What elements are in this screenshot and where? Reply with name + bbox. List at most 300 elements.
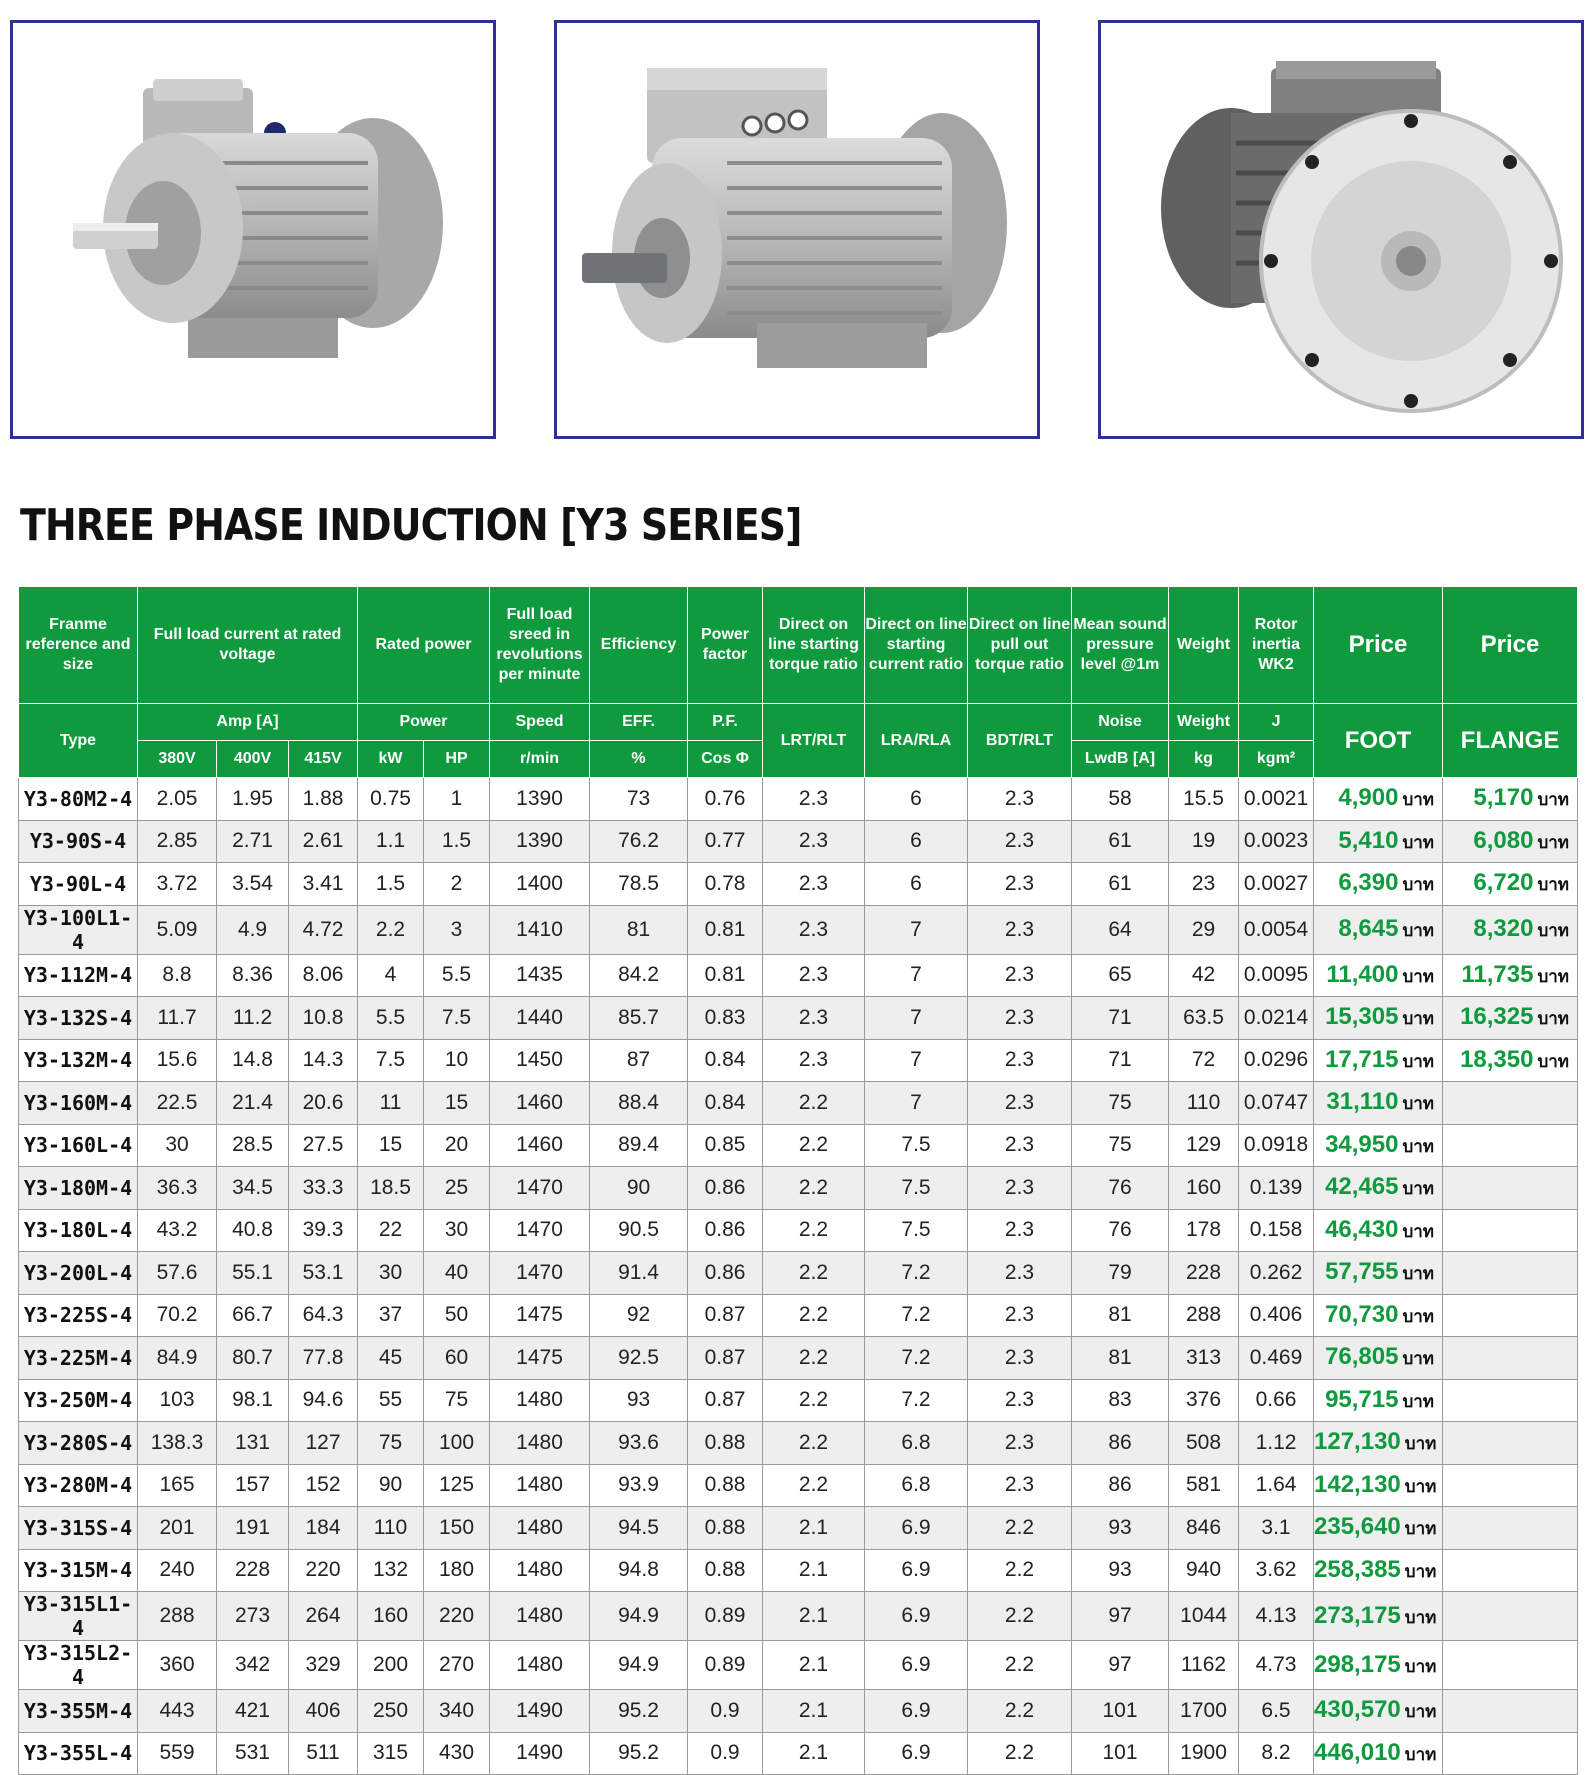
cell-type: Y3-355M-4	[19, 1690, 138, 1733]
price-unit: บาท	[1402, 832, 1435, 852]
table-row	[19, 1082, 1578, 1125]
cell-power-kw: 75	[358, 1422, 424, 1465]
cell-lra: 7.5	[865, 1124, 968, 1167]
cell-price-flange	[1443, 1592, 1578, 1641]
cell-bdt: 2.3	[968, 997, 1072, 1040]
cell-lrt: 2.3	[763, 905, 865, 954]
price-unit: บาท	[1404, 1561, 1437, 1581]
cell-inertia: 0.0054	[1239, 905, 1314, 954]
cell-amp-415v: 33.3	[289, 1167, 358, 1210]
cell-lrt: 2.1	[763, 1549, 865, 1592]
cell-price-flange	[1443, 1252, 1578, 1295]
cell-type: Y3-225S-4	[19, 1294, 138, 1337]
price-value: 6,390	[1338, 869, 1399, 897]
price-value: 16,325	[1460, 1003, 1534, 1031]
cell-amp-400v: 14.8	[217, 1039, 289, 1082]
cell-lra: 7	[865, 1082, 968, 1125]
price-value: 76,805	[1325, 1343, 1399, 1371]
cell-inertia: 0.0296	[1239, 1039, 1314, 1082]
cell-amp-400v: 21.4	[217, 1082, 289, 1125]
header-pf: P.F.	[688, 704, 763, 741]
header-speed: Full load sreed in revolutions per minute	[490, 587, 590, 704]
cell-price-flange	[1443, 905, 1578, 954]
cell-power-kw: 45	[358, 1337, 424, 1380]
cell-power-factor: 0.77	[688, 820, 763, 863]
cell-power-factor: 0.81	[688, 905, 763, 954]
cell-price-flange	[1443, 1422, 1578, 1465]
header-row-1	[19, 587, 1578, 704]
cell-efficiency: 73	[590, 778, 688, 821]
cell-amp-415v: 406	[289, 1690, 358, 1733]
cell-power-factor: 0.76	[688, 778, 763, 821]
cell-amp-380v: 2.05	[138, 778, 217, 821]
cell-amp-380v: 201	[138, 1507, 217, 1550]
cell-amp-400v: 421	[217, 1690, 289, 1733]
cell-power-kw: 1.1	[358, 820, 424, 863]
header-bdt: Direct on line pull out torque ratio	[968, 587, 1072, 704]
cell-power-hp: 15	[424, 1082, 490, 1125]
header-eff: EFF.	[590, 704, 688, 741]
header-weight: Weight	[1169, 587, 1239, 704]
cell-price-foot	[1314, 1082, 1443, 1125]
cell-amp-415v: 4.72	[289, 905, 358, 954]
price-value: 235,640	[1314, 1513, 1401, 1541]
cell-power-factor: 0.87	[688, 1294, 763, 1337]
cell-lra: 6	[865, 778, 968, 821]
cell-amp-380v: 559	[138, 1732, 217, 1775]
cell-price-flange	[1443, 1549, 1578, 1592]
cell-price-flange	[1443, 954, 1578, 997]
cell-lra: 6.9	[865, 1507, 968, 1550]
cell-speed: 1460	[490, 1124, 590, 1167]
header-frame-ref: Franme reference and size	[19, 587, 138, 704]
cell-price-flange	[1443, 1167, 1578, 1210]
price-unit: บาท	[1537, 1009, 1570, 1029]
table-row	[19, 954, 1578, 997]
cell-amp-415v: 329	[289, 1641, 358, 1690]
cell-amp-400v: 157	[217, 1464, 289, 1507]
cell-price-foot	[1314, 1039, 1443, 1082]
cell-power-kw: 30	[358, 1252, 424, 1295]
cell-amp-400v: 3.54	[217, 863, 289, 906]
header-rmin: r/min	[490, 741, 590, 778]
cell-noise: 75	[1072, 1124, 1169, 1167]
cell-power-hp: 10	[424, 1039, 490, 1082]
cell-weight: 19	[1169, 820, 1239, 863]
cell-amp-380v: 15.6	[138, 1039, 217, 1082]
cell-amp-415v: 264	[289, 1592, 358, 1641]
cell-power-hp: 60	[424, 1337, 490, 1380]
cell-inertia: 0.139	[1239, 1167, 1314, 1210]
cell-power-kw: 0.75	[358, 778, 424, 821]
cell-type: Y3-315S-4	[19, 1507, 138, 1550]
cell-amp-400v: 80.7	[217, 1337, 289, 1380]
price-unit: บาท	[1537, 875, 1570, 895]
cell-price-flange	[1443, 1209, 1578, 1252]
cell-amp-400v: 531	[217, 1732, 289, 1775]
cell-amp-380v: 57.6	[138, 1252, 217, 1295]
table-row	[19, 820, 1578, 863]
header-inertia: Rotor inertia WK2	[1239, 587, 1314, 704]
cell-amp-415v: 94.6	[289, 1379, 358, 1422]
cell-type: Y3-180L-4	[19, 1209, 138, 1252]
cell-power-kw: 11	[358, 1082, 424, 1125]
cell-lra: 7	[865, 905, 968, 954]
cell-inertia: 0.469	[1239, 1337, 1314, 1380]
cell-amp-415v: 2.61	[289, 820, 358, 863]
motor-photo-large	[554, 20, 1040, 439]
cell-amp-380v: 240	[138, 1549, 217, 1592]
header-lrt-sub: LRT/RLT	[763, 704, 865, 778]
cell-price-foot	[1314, 1549, 1443, 1592]
cell-power-factor: 0.88	[688, 1507, 763, 1550]
cell-lrt: 2.3	[763, 997, 865, 1040]
cell-bdt: 2.3	[968, 820, 1072, 863]
cell-price-flange	[1443, 820, 1578, 863]
cell-noise: 64	[1072, 905, 1169, 954]
cell-price-foot	[1314, 1592, 1443, 1641]
price-unit: บาท	[1404, 1519, 1437, 1539]
cell-price-foot	[1314, 1294, 1443, 1337]
cell-price-foot	[1314, 1464, 1443, 1507]
cell-lra: 7	[865, 997, 968, 1040]
cell-price-foot	[1314, 1252, 1443, 1295]
cell-weight: 846	[1169, 1507, 1239, 1550]
cell-inertia: 1.64	[1239, 1464, 1314, 1507]
price-value: 31,110	[1326, 1088, 1399, 1116]
cell-weight: 228	[1169, 1252, 1239, 1295]
cell-weight: 63.5	[1169, 997, 1239, 1040]
cell-price-foot	[1314, 1337, 1443, 1380]
cell-efficiency: 89.4	[590, 1124, 688, 1167]
cell-speed: 1390	[490, 820, 590, 863]
cell-lrt: 2.2	[763, 1379, 865, 1422]
cell-efficiency: 94.9	[590, 1592, 688, 1641]
cell-power-factor: 0.86	[688, 1209, 763, 1252]
cell-amp-380v: 11.7	[138, 997, 217, 1040]
cell-lra: 7	[865, 954, 968, 997]
cell-power-factor: 0.83	[688, 997, 763, 1040]
cell-speed: 1480	[490, 1507, 590, 1550]
cell-power-hp: 3	[424, 905, 490, 954]
table-row	[19, 1167, 1578, 1210]
cell-power-factor: 0.88	[688, 1464, 763, 1507]
price-value: 42,465	[1325, 1173, 1399, 1201]
cell-speed: 1490	[490, 1732, 590, 1775]
price-value: 11,400	[1326, 960, 1399, 988]
specification-table	[18, 586, 1578, 1775]
cell-lra: 7	[865, 1039, 968, 1082]
cell-price-flange	[1443, 1732, 1578, 1775]
header-efficiency: Efficiency	[590, 587, 688, 704]
header-lra-sub: LRA/RLA	[865, 704, 968, 778]
cell-price-foot	[1314, 778, 1443, 821]
cell-lrt: 2.3	[763, 1039, 865, 1082]
cell-amp-380v: 8.8	[138, 954, 217, 997]
cell-type: Y3-132S-4	[19, 997, 138, 1040]
cell-efficiency: 94.5	[590, 1507, 688, 1550]
cell-weight: 940	[1169, 1549, 1239, 1592]
cell-speed: 1480	[490, 1422, 590, 1465]
cell-speed: 1480	[490, 1592, 590, 1641]
cell-efficiency: 95.2	[590, 1690, 688, 1733]
cell-bdt: 2.2	[968, 1592, 1072, 1641]
cell-bdt: 2.2	[968, 1549, 1072, 1592]
price-unit: บาท	[1402, 790, 1435, 810]
price-unit: บาท	[1404, 1744, 1437, 1764]
cell-noise: 81	[1072, 1294, 1169, 1337]
price-value: 57,755	[1325, 1258, 1399, 1286]
cell-power-kw: 2.2	[358, 905, 424, 954]
cell-efficiency: 92.5	[590, 1337, 688, 1380]
cell-power-hp: 220	[424, 1592, 490, 1641]
price-value: 95,715	[1325, 1385, 1399, 1413]
cell-amp-380v: 84.9	[138, 1337, 217, 1380]
cell-speed: 1470	[490, 1167, 590, 1210]
cell-power-kw: 200	[358, 1641, 424, 1690]
cell-power-kw: 250	[358, 1690, 424, 1733]
price-unit: บาท	[1402, 875, 1435, 895]
cell-type: Y3-280S-4	[19, 1422, 138, 1465]
header-kg: kg	[1169, 741, 1239, 778]
cell-noise: 81	[1072, 1337, 1169, 1380]
cell-efficiency: 84.2	[590, 954, 688, 997]
cell-bdt: 2.3	[968, 1209, 1072, 1252]
price-unit: บาท	[1404, 1434, 1437, 1454]
cell-power-kw: 132	[358, 1549, 424, 1592]
cell-type: Y3-100L1-4	[19, 905, 138, 954]
table-row	[19, 1209, 1578, 1252]
cell-inertia: 6.5	[1239, 1690, 1314, 1733]
cell-noise: 97	[1072, 1592, 1169, 1641]
cell-noise: 71	[1072, 997, 1169, 1040]
cell-weight: 29	[1169, 905, 1239, 954]
cell-amp-380v: 103	[138, 1379, 217, 1422]
header-row-2	[19, 704, 1578, 741]
cell-amp-415v: 27.5	[289, 1124, 358, 1167]
cell-speed: 1440	[490, 997, 590, 1040]
cell-lrt: 2.2	[763, 1209, 865, 1252]
cell-amp-415v: 14.3	[289, 1039, 358, 1082]
header-hp: HP	[424, 741, 490, 778]
cell-inertia: 0.0214	[1239, 997, 1314, 1040]
cell-amp-380v: 22.5	[138, 1082, 217, 1125]
cell-power-hp: 340	[424, 1690, 490, 1733]
table-row	[19, 1592, 1578, 1641]
cell-amp-400v: 273	[217, 1592, 289, 1641]
cell-amp-380v: 5.09	[138, 905, 217, 954]
cell-bdt: 2.2	[968, 1641, 1072, 1690]
cell-speed: 1400	[490, 863, 590, 906]
header-j: J	[1239, 704, 1314, 741]
cell-bdt: 2.2	[968, 1507, 1072, 1550]
cell-price-foot	[1314, 1641, 1443, 1690]
cell-price-foot	[1314, 1732, 1443, 1775]
cell-amp-400v: 228	[217, 1549, 289, 1592]
price-unit: บาท	[1402, 1094, 1435, 1114]
cell-noise: 61	[1072, 863, 1169, 906]
cell-inertia: 0.0023	[1239, 820, 1314, 863]
cell-lrt: 2.1	[763, 1690, 865, 1733]
price-value: 142,130	[1314, 1470, 1401, 1498]
cell-bdt: 2.2	[968, 1732, 1072, 1775]
price-unit: บาท	[1402, 1391, 1435, 1411]
cell-inertia: 0.262	[1239, 1252, 1314, 1295]
cell-amp-400v: 191	[217, 1507, 289, 1550]
price-unit: บาท	[1402, 1221, 1435, 1241]
cell-lrt: 2.3	[763, 954, 865, 997]
motor-photo-foot	[10, 20, 496, 439]
cell-price-flange	[1443, 1082, 1578, 1125]
cell-inertia: 1.12	[1239, 1422, 1314, 1465]
cell-inertia: 0.0918	[1239, 1124, 1314, 1167]
flange-mount-motor-icon	[1101, 23, 1581, 436]
header-kw: kW	[358, 741, 424, 778]
table-row	[19, 1641, 1578, 1690]
cell-efficiency: 90	[590, 1167, 688, 1210]
cell-power-hp: 75	[424, 1379, 490, 1422]
cell-efficiency: 91.4	[590, 1252, 688, 1295]
price-unit: บาท	[1402, 1264, 1435, 1284]
price-value: 298,175	[1314, 1650, 1401, 1678]
cell-weight: 1044	[1169, 1592, 1239, 1641]
cell-lrt: 2.1	[763, 1507, 865, 1550]
cell-inertia: 0.158	[1239, 1209, 1314, 1252]
table-row	[19, 1124, 1578, 1167]
cell-power-hp: 30	[424, 1209, 490, 1252]
cell-amp-415v: 39.3	[289, 1209, 358, 1252]
cell-power-factor: 0.87	[688, 1379, 763, 1422]
cell-weight: 110	[1169, 1082, 1239, 1125]
cell-weight: 288	[1169, 1294, 1239, 1337]
cell-speed: 1470	[490, 1209, 590, 1252]
cell-bdt: 2.3	[968, 954, 1072, 997]
cell-power-hp: 150	[424, 1507, 490, 1550]
cell-amp-380v: 70.2	[138, 1294, 217, 1337]
cell-weight: 1900	[1169, 1732, 1239, 1775]
cell-power-hp: 40	[424, 1252, 490, 1295]
cell-amp-415v: 20.6	[289, 1082, 358, 1125]
cell-power-hp: 50	[424, 1294, 490, 1337]
cell-power-kw: 90	[358, 1464, 424, 1507]
cell-weight: 160	[1169, 1167, 1239, 1210]
cell-type: Y3-160M-4	[19, 1082, 138, 1125]
table-row	[19, 778, 1578, 821]
cell-power-hp: 1	[424, 778, 490, 821]
cell-power-hp: 20	[424, 1124, 490, 1167]
price-unit: บาท	[1402, 1306, 1435, 1326]
cell-speed: 1470	[490, 1252, 590, 1295]
cell-power-factor: 0.9	[688, 1732, 763, 1775]
cell-amp-415v: 8.06	[289, 954, 358, 997]
cell-amp-415v: 53.1	[289, 1252, 358, 1295]
cell-power-factor: 0.86	[688, 1167, 763, 1210]
cell-power-kw: 22	[358, 1209, 424, 1252]
cell-price-flange	[1443, 1464, 1578, 1507]
cell-price-foot	[1314, 820, 1443, 863]
price-unit: บาท	[1402, 921, 1435, 940]
table-body	[19, 778, 1578, 1775]
table-row	[19, 1422, 1578, 1465]
header-percent: %	[590, 741, 688, 778]
cell-amp-400v: 66.7	[217, 1294, 289, 1337]
cell-type: Y3-315L1-4	[19, 1592, 138, 1641]
cell-bdt: 2.3	[968, 1337, 1072, 1380]
cell-efficiency: 92	[590, 1294, 688, 1337]
cell-type: Y3-112M-4	[19, 954, 138, 997]
cell-noise: 58	[1072, 778, 1169, 821]
header-lwdb: LwdB [A]	[1072, 741, 1169, 778]
cell-price-flange	[1443, 997, 1578, 1040]
price-unit: บาท	[1402, 1179, 1435, 1199]
cell-noise: 97	[1072, 1641, 1169, 1690]
table-row	[19, 1507, 1578, 1550]
cell-power-kw: 1.5	[358, 863, 424, 906]
cell-lra: 6.9	[865, 1690, 968, 1733]
cell-speed: 1480	[490, 1379, 590, 1422]
price-value: 446,010	[1314, 1738, 1401, 1766]
cell-efficiency: 93	[590, 1379, 688, 1422]
cell-power-kw: 55	[358, 1379, 424, 1422]
cell-price-flange	[1443, 1124, 1578, 1167]
header-flange: FLANGE	[1443, 704, 1578, 778]
header-weight-sub: Weight	[1169, 704, 1239, 741]
cell-efficiency: 78.5	[590, 863, 688, 906]
price-unit: บาท	[1537, 966, 1570, 986]
cell-noise: 93	[1072, 1507, 1169, 1550]
cell-power-hp: 5.5	[424, 954, 490, 997]
cell-amp-400v: 28.5	[217, 1124, 289, 1167]
cell-type: Y3-160L-4	[19, 1124, 138, 1167]
cell-type: Y3-90S-4	[19, 820, 138, 863]
cell-noise: 101	[1072, 1732, 1169, 1775]
cell-lrt: 2.2	[763, 1082, 865, 1125]
motor-photo-flange	[1098, 20, 1584, 439]
cell-weight: 581	[1169, 1464, 1239, 1507]
cell-bdt: 2.3	[968, 1082, 1072, 1125]
cell-amp-415v: 1.88	[289, 778, 358, 821]
price-unit: บาท	[1537, 832, 1570, 852]
cell-bdt: 2.3	[968, 1252, 1072, 1295]
cell-lrt: 2.3	[763, 863, 865, 906]
cell-speed: 1480	[490, 1641, 590, 1690]
price-unit: บาท	[1404, 1702, 1437, 1722]
cell-amp-415v: 184	[289, 1507, 358, 1550]
cell-type: Y3-200L-4	[19, 1252, 138, 1295]
cell-inertia: 0.0747	[1239, 1082, 1314, 1125]
cell-price-foot	[1314, 1167, 1443, 1210]
cell-amp-400v: 40.8	[217, 1209, 289, 1252]
cell-price-foot	[1314, 1124, 1443, 1167]
header-speed-sub: Speed	[490, 704, 590, 741]
cell-speed: 1435	[490, 954, 590, 997]
cell-amp-415v: 511	[289, 1732, 358, 1775]
cell-power-factor: 0.88	[688, 1422, 763, 1465]
cell-noise: 75	[1072, 1082, 1169, 1125]
cell-speed: 1410	[490, 905, 590, 954]
cell-amp-380v: 30	[138, 1124, 217, 1167]
table-row	[19, 1379, 1578, 1422]
cell-noise: 86	[1072, 1422, 1169, 1465]
cell-noise: 65	[1072, 954, 1169, 997]
cell-efficiency: 76.2	[590, 820, 688, 863]
price-value: 8,320	[1473, 915, 1534, 942]
cell-type: Y3-132M-4	[19, 1039, 138, 1082]
cell-lra: 6	[865, 863, 968, 906]
cell-bdt: 2.3	[968, 1167, 1072, 1210]
cell-weight: 178	[1169, 1209, 1239, 1252]
cell-efficiency: 87	[590, 1039, 688, 1082]
